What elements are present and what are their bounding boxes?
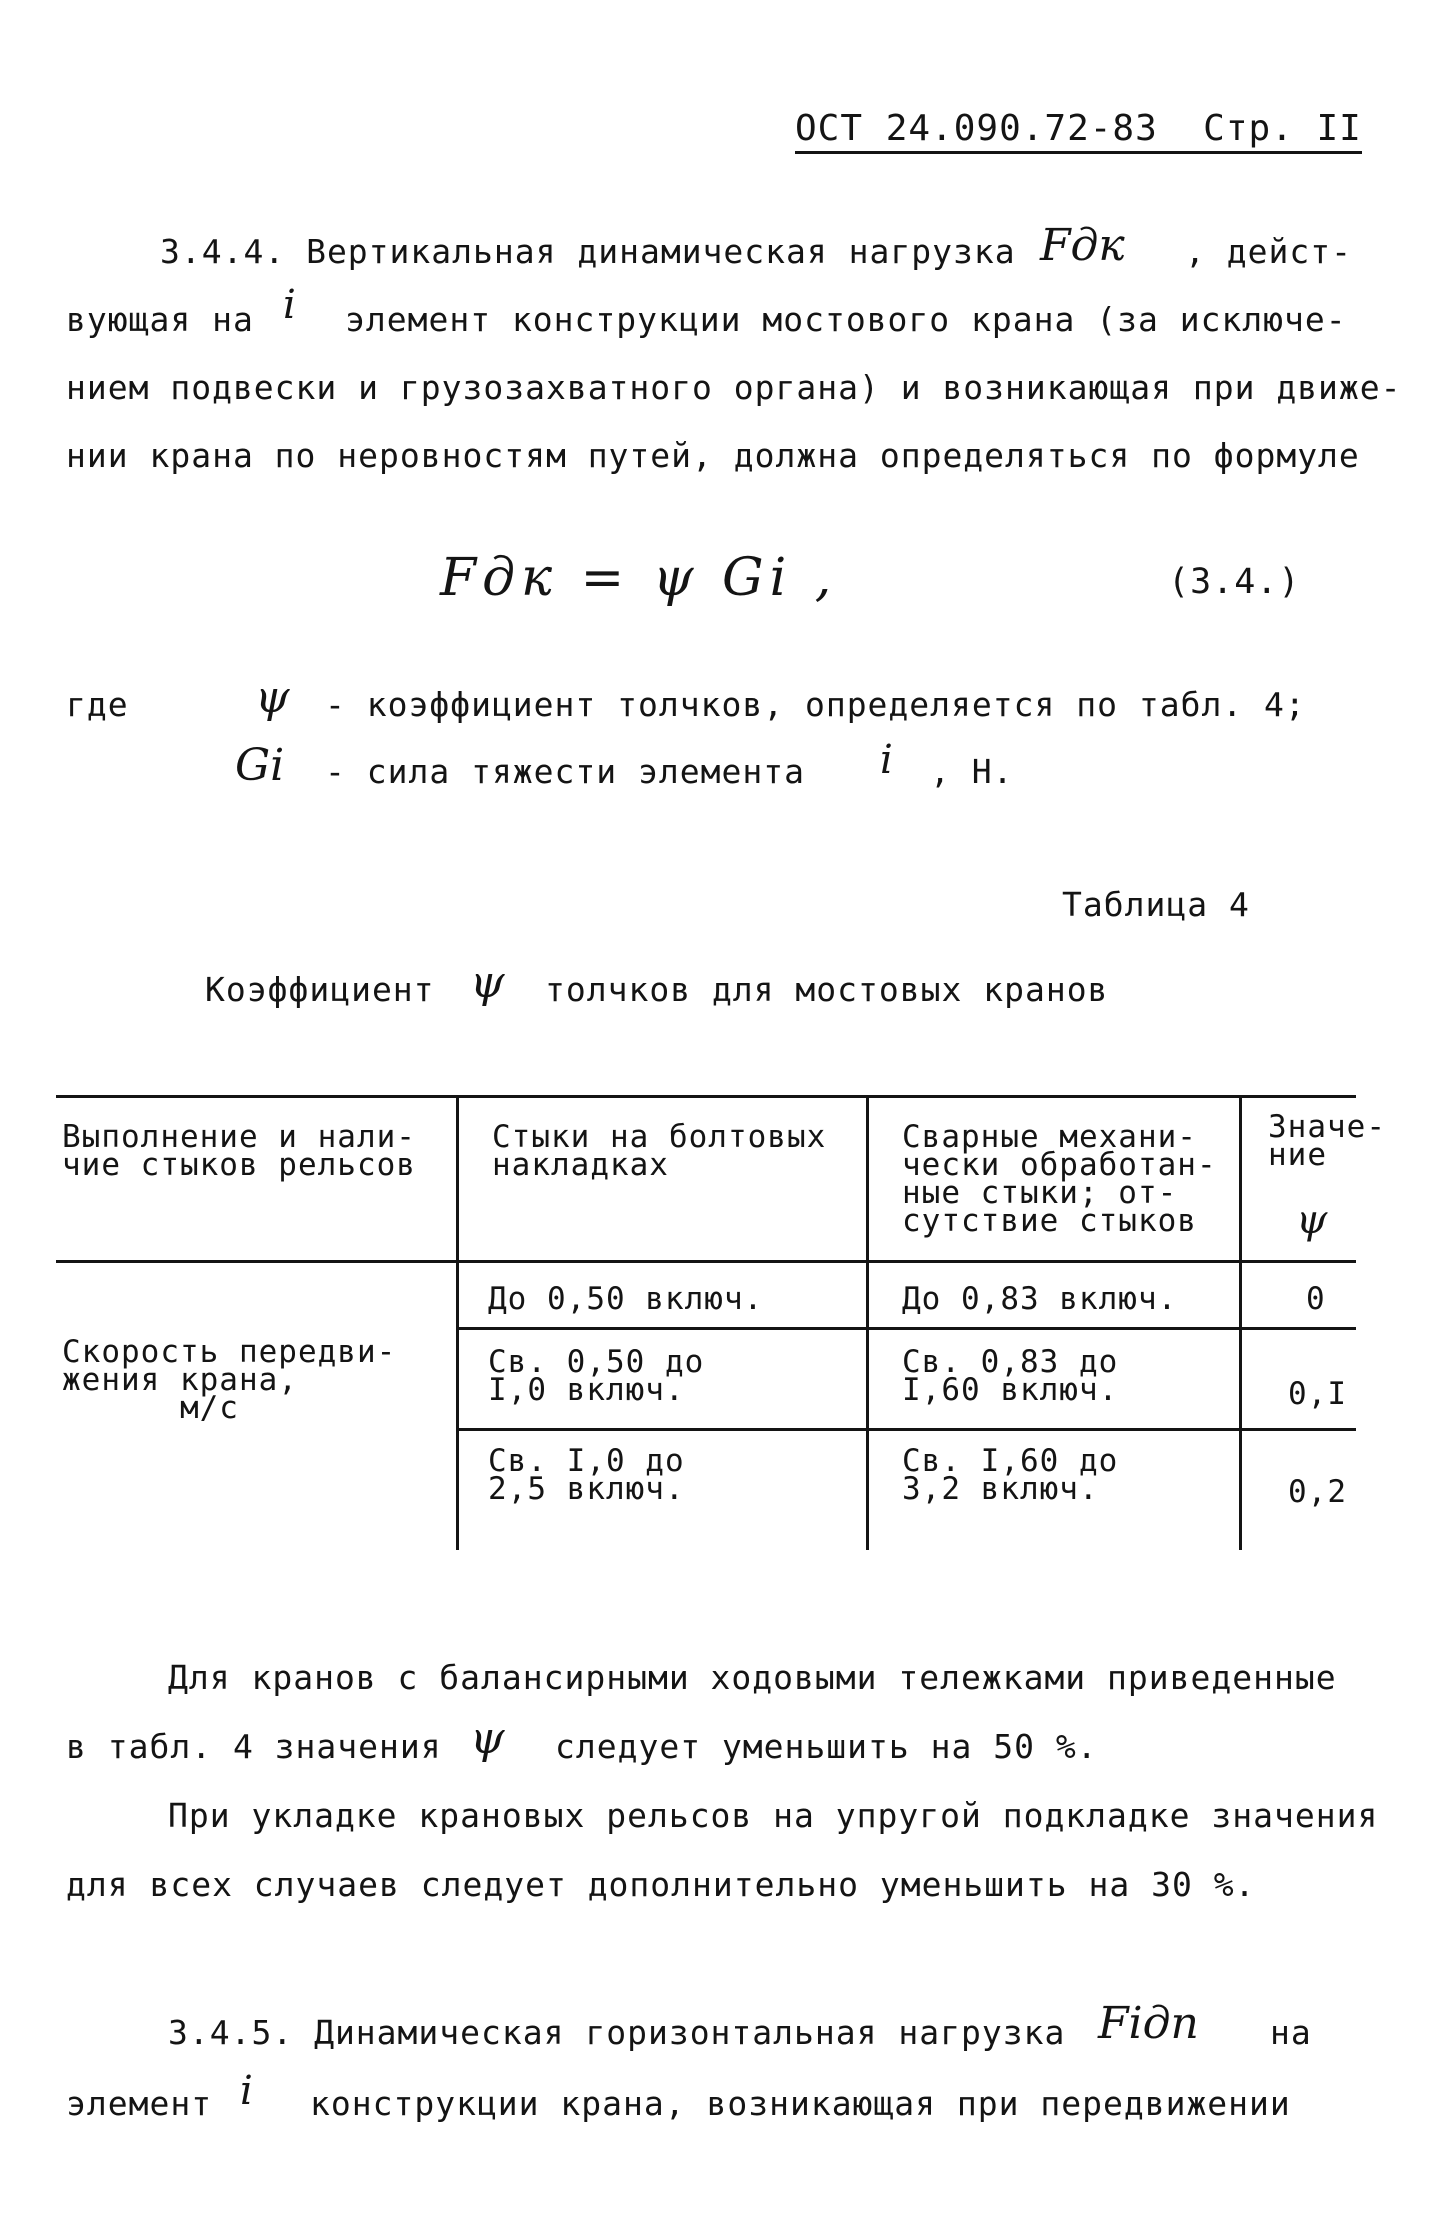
row2-bottom-border	[456, 1428, 1356, 1431]
col2-divider	[866, 1095, 869, 1550]
row3-welded: Св. I,60 до 3,2 включ.	[902, 1443, 1119, 1507]
para2-line2a: в табл. 4 значения	[66, 1727, 442, 1766]
psi-symbol: ψ	[255, 672, 290, 723]
para1-line4: нии крана по неровностям путей, должна определяться по формуле	[66, 436, 1360, 475]
header-cell-value: Значе- ние	[1268, 1109, 1386, 1173]
row2-value: 0,I	[1288, 1376, 1347, 1412]
para4-index-symbol: i	[240, 2068, 253, 2114]
para4-line1a: 3.4.5. Динамическая горизонтальная нагрузка	[168, 2013, 1066, 2052]
header-psi-symbol: ψ	[1296, 1197, 1328, 1243]
gravity-unit: , Н.	[930, 752, 1014, 791]
row2-welded: Св. 0,83 до I,60 включ.	[902, 1344, 1119, 1408]
para1-line2b: элемент конструкции мостового крана (за исключе-	[345, 300, 1347, 339]
para4-line1b: на	[1270, 2013, 1312, 2052]
table-caption-b: толчков для мостовых кранов	[545, 970, 1109, 1009]
para4-line2a: элемент	[66, 2084, 213, 2123]
col3-divider	[1239, 1095, 1242, 1550]
gravity-symbol: Gi	[235, 740, 285, 791]
coefficient-table	[56, 1095, 1386, 1550]
table-top-border	[56, 1095, 1356, 1098]
para1-line1a: 3.4.4. Вертикальная динамическая нагрузка	[160, 232, 1016, 271]
standard-code: ОСТ 24.090.72-83	[795, 108, 1158, 149]
formula: Fдк = ψ Gi ,	[440, 548, 838, 608]
para2-psi-symbol: ψ	[470, 1713, 505, 1764]
header-cell-bolted: Стыки на болтовых накладках	[492, 1119, 827, 1183]
horizontal-force-symbol: Fiдп	[1098, 1998, 1199, 2049]
para3-line2: для всех случаев следует дополнительно уменьшить на 30 %.	[66, 1865, 1256, 1904]
header-cell-welded: Сварные механи- чески обработан- ные стыки; от- сутствие стыков	[902, 1119, 1217, 1239]
caption-psi-symbol: ψ	[470, 957, 505, 1008]
row2-bolted: Св. 0,50 до I,0 включ.	[488, 1344, 705, 1408]
formula-number: (3.4.)	[1168, 562, 1301, 602]
gravity-index-symbol: i	[880, 737, 893, 783]
para3-line1: При укладке крановых рельсов на упругой подкладке значения	[168, 1796, 1379, 1835]
row1-bolted: До 0,50 включ.	[488, 1281, 764, 1317]
gravity-definition: - сила тяжести элемента	[325, 752, 805, 791]
row3-value: 0,2	[1288, 1474, 1347, 1510]
row3-bolted: Св. I,0 до 2,5 включ.	[488, 1443, 685, 1507]
speed-row-label: Скорость передви- жения крана, м/с	[62, 1334, 397, 1426]
force-symbol: Fдк	[1040, 220, 1125, 271]
para4-line2b: конструкции крана, возникающая при передвижении	[310, 2084, 1291, 2123]
row1-value: 0	[1306, 1281, 1326, 1317]
table-label: Таблица 4	[1062, 885, 1250, 924]
where-label: где	[66, 685, 129, 724]
para1-line3: нием подвески и грузозахватного органа) и возникающая при движе-	[66, 368, 1402, 407]
header-cell-rails: Выполнение и нали- чие стыков рельсов	[62, 1119, 416, 1183]
page-number: Стр. II	[1203, 108, 1362, 149]
document-header	[795, 108, 1362, 154]
col1-divider	[456, 1095, 459, 1550]
header-bottom-border	[56, 1260, 1356, 1263]
row1-welded: До 0,83 включ.	[902, 1281, 1178, 1317]
table-caption-a: Коэффициент	[205, 970, 435, 1009]
para1-line1b: , дейст-	[1185, 232, 1352, 271]
element-index-symbol: i	[283, 282, 296, 328]
para1-line2a: вующая на	[66, 300, 254, 339]
psi-definition: - коэффициент толчков, определяется по табл. 4;	[325, 685, 1306, 724]
para2-line1: Для кранов с балансирными ходовыми тележками приведенные	[168, 1658, 1337, 1697]
row1-bottom-border	[456, 1327, 1356, 1330]
para2-line2b: следует уменьшить на 50 %.	[555, 1727, 1098, 1766]
